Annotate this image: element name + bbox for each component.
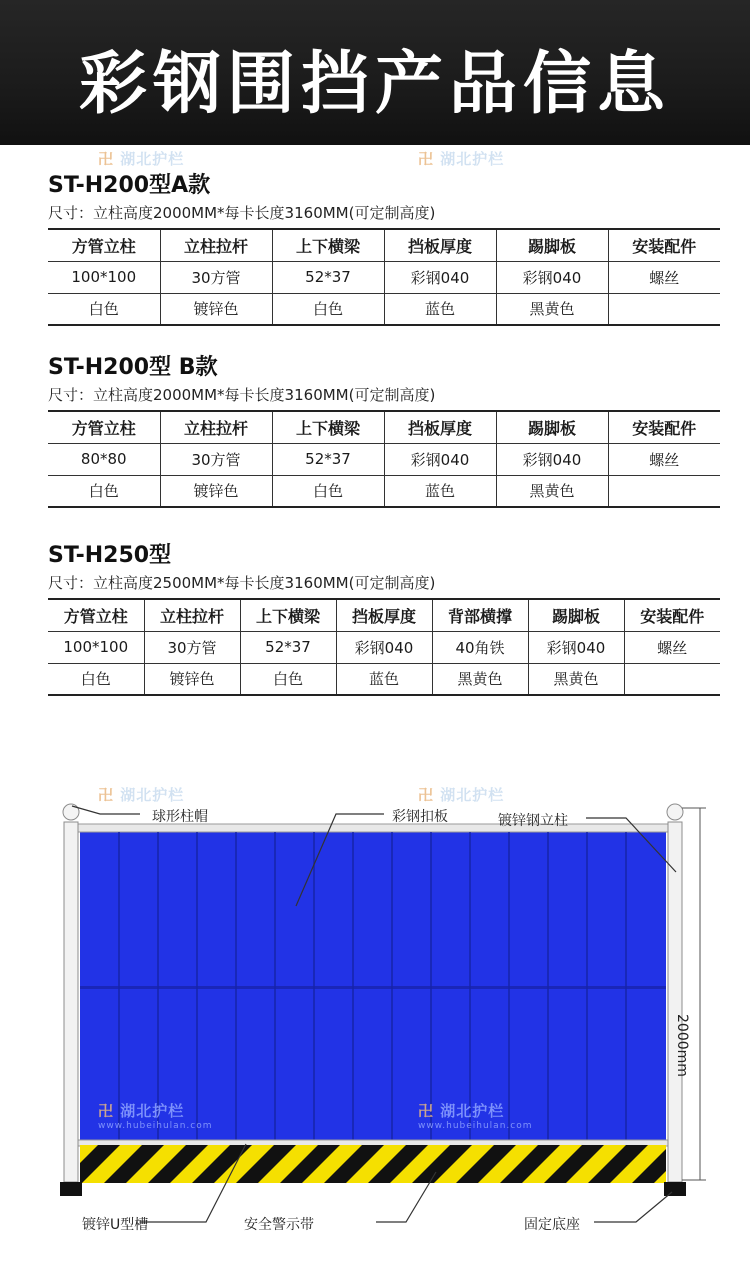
watermark-brand: 湖北护栏 [120,150,185,168]
table-cell: 100*100 [48,631,144,663]
spec-table [48,598,720,696]
watermark [418,148,504,169]
table-cell: 40角铁 [432,631,528,663]
watermark-logo-icon: 卍 [418,1102,441,1120]
watermark-brand: 湖北护栏 [120,786,185,804]
table-row [48,663,720,695]
left-base [60,1182,82,1196]
watermark [98,1100,213,1131]
column-header: 踢脚板 [528,599,624,631]
column-header: 上下横梁 [240,599,336,631]
column-header: 安装配件 [608,229,720,261]
watermark-logo-icon: 卍 [98,786,121,804]
table-cell [608,293,720,325]
table-cell: 黑黄色 [528,663,624,695]
column-header: 方管立柱 [71,236,136,256]
column-header: 踢脚板 [496,411,608,443]
table-header-row [48,411,720,443]
header-banner [0,0,750,145]
column-header: 上下横梁 [272,411,384,443]
column-header: 挡板厚度 [336,599,432,631]
column-header: 上下横梁 [272,229,384,261]
watermark-logo-icon: 卍 [98,1102,121,1120]
table-cell: 螺丝 [608,443,720,475]
table-cell: 黑黄色 [496,475,608,507]
watermark [98,784,184,805]
product-section-c [48,542,720,696]
callout-post: 镀锌钢立柱 [498,813,568,829]
table-cell: 镀锌色 [160,293,272,325]
warning-strip [60,1145,692,1183]
table-cell: 白色 [272,475,384,507]
watermark-logo-icon: 卍 [98,150,121,168]
table-row [48,475,720,507]
left-post-cap [63,804,79,820]
callout-cap: 球形柱帽 [152,809,208,825]
watermark-brand: 湖北护栏 [440,786,505,804]
left-post [64,822,78,1182]
table-cell: 彩钢040 [384,443,496,475]
table-cell: 白色 [48,475,160,507]
fence-diagram [0,760,750,1283]
column-header: 方管立柱 [71,418,136,438]
watermark-brand: 湖北护栏 [440,150,505,168]
table-cell: 彩钢040 [384,261,496,293]
table-row [48,293,720,325]
fence-illustration [0,760,750,1283]
table-cell: 彩钢040 [528,631,624,663]
table-cell: 螺丝 [624,631,720,663]
table-cell: 黑黄色 [432,663,528,695]
watermark-logo-icon: 卍 [418,150,441,168]
callout-panel: 彩钢扣板 [392,809,448,825]
table-cell: 白色 [272,293,384,325]
section-size: 尺寸：立柱高度2000MM*每卡长度3160MM(可定制高度) [48,204,436,222]
table-cell: 黑黄色 [496,293,608,325]
table-cell: 52*37 [240,631,336,663]
table-cell: 彩钢040 [496,261,608,293]
section-size: 尺寸：立柱高度2000MM*每卡长度3160MM(可定制高度) [48,386,436,404]
table-cell: 彩钢040 [496,443,608,475]
column-header: 踢脚板 [496,229,608,261]
table-cell: 100*100 [48,261,160,293]
table-cell: 30方管 [160,261,272,293]
panel-mid-beam [80,986,666,989]
watermark [418,784,504,805]
right-post [668,822,682,1182]
table-cell [608,475,720,507]
right-post-cap [667,804,683,820]
watermark-logo-icon: 卍 [418,786,441,804]
watermark-site: www.hubeihulan.com [418,1121,533,1131]
product-section-a [48,172,720,326]
watermark-site: www.hubeihulan.com [98,1121,213,1131]
column-header: 挡板厚度 [384,229,496,261]
table-header-row [48,229,720,261]
column-header: 立柱拉杆 [160,229,272,261]
column-header: 挡板厚度 [384,411,496,443]
table-cell [624,663,720,695]
height-dimension [682,808,706,1180]
callout-u-channel: 镀锌U型槽 [82,1217,149,1233]
watermark-brand: 湖北护栏 [120,1102,185,1120]
section-size: 尺寸：立柱高度2500MM*每卡长度3160MM(可定制高度) [48,574,436,592]
column-header: 安装配件 [624,599,720,631]
table-cell: 白色 [48,293,160,325]
table-cell: 蓝色 [384,293,496,325]
callout-base: 固定底座 [524,1217,580,1233]
watermark-brand: 湖北护栏 [440,1102,505,1120]
table-cell: 彩钢040 [336,631,432,663]
column-header: 立柱拉杆 [160,411,272,443]
page-title: 彩钢围挡产品信息 [78,45,671,124]
right-base [664,1182,686,1196]
product-section-b [48,354,720,508]
table-cell: 蓝色 [384,475,496,507]
column-header: 立柱拉杆 [144,599,240,631]
spec-table [48,228,720,326]
table-row [48,443,720,475]
table-header-row [48,599,720,631]
watermark [418,1100,533,1131]
column-header: 方管立柱 [63,606,128,626]
table-cell: 镀锌色 [144,663,240,695]
table-cell: 镀锌色 [160,475,272,507]
callout-warning-strip: 安全警示带 [244,1217,314,1233]
table-cell: 52*37 [272,443,384,475]
table-cell: 80*80 [48,443,160,475]
table-row [48,631,720,663]
table-cell: 白色 [240,663,336,695]
section-title: ST-H200型A款 [48,173,211,198]
watermark [98,148,184,169]
table-cell: 螺丝 [608,261,720,293]
table-cell: 52*37 [272,261,384,293]
section-title: ST-H250型 [48,543,172,568]
spec-table [48,410,720,508]
table-cell: 30方管 [144,631,240,663]
column-header: 背部横撑 [432,599,528,631]
section-title: ST-H200型 B款 [48,355,218,380]
table-cell: 蓝色 [336,663,432,695]
table-row [48,261,720,293]
table-cell: 30方管 [160,443,272,475]
column-header: 安装配件 [608,411,720,443]
height-label: 2000mm [674,1014,690,1077]
table-cell: 白色 [48,663,144,695]
